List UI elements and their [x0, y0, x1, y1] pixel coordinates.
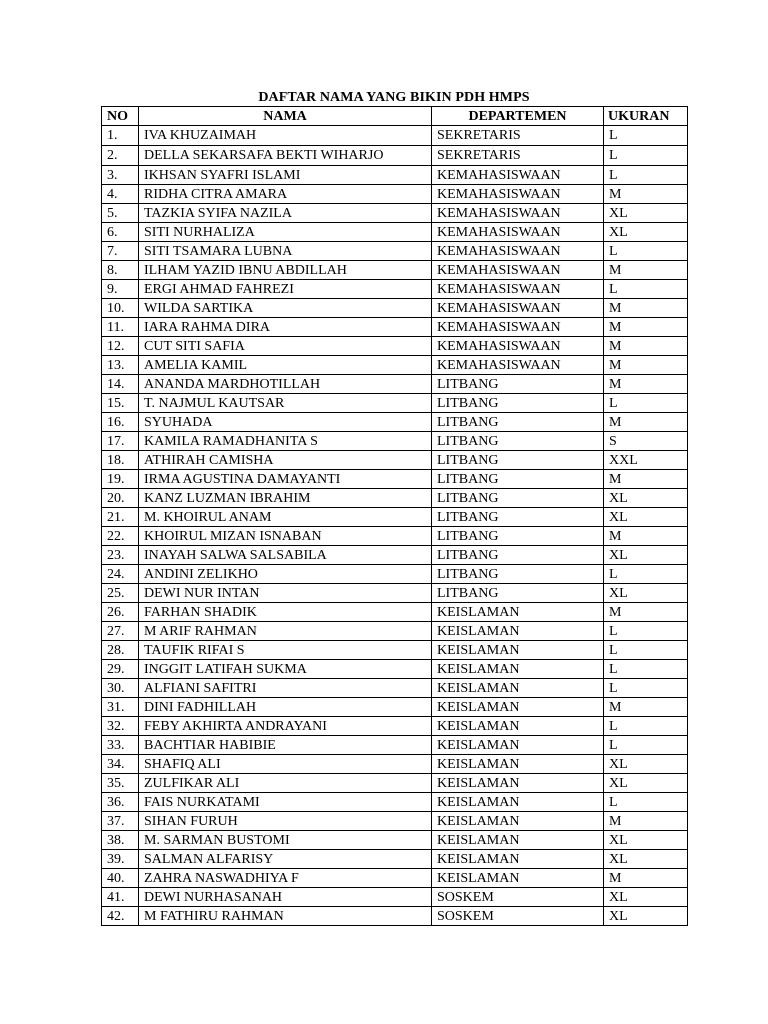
cell-ukuran: XL	[604, 774, 688, 793]
cell-nama: SITI NURHALIZA	[139, 223, 432, 242]
cell-departemen: LITBANG	[432, 489, 604, 508]
cell-ukuran: M	[604, 337, 688, 356]
cell-ukuran: L	[604, 679, 688, 698]
cell-ukuran: M	[604, 299, 688, 318]
cell-departemen: KEISLAMAN	[432, 660, 604, 679]
cell-ukuran: L	[604, 565, 688, 584]
table-row	[102, 299, 688, 318]
cell-nama: M ARIF RAHMAN	[139, 622, 432, 641]
cell-no: 14.	[102, 375, 139, 394]
cell-no: 22.	[102, 527, 139, 546]
cell-ukuran: M	[604, 527, 688, 546]
cell-departemen: LITBANG	[432, 451, 604, 470]
cell-nama: WILDA SARTIKA	[139, 299, 432, 318]
cell-departemen: LITBANG	[432, 546, 604, 565]
cell-ukuran: L	[604, 146, 688, 166]
cell-departemen: LITBANG	[432, 394, 604, 413]
cell-departemen: SEKRETARIS	[432, 126, 604, 146]
cell-ukuran: XL	[604, 850, 688, 869]
cell-nama: SYUHADA	[139, 413, 432, 432]
cell-nama: SITI TSAMARA LUBNA	[139, 242, 432, 261]
cell-ukuran: M	[604, 261, 688, 280]
header-row	[102, 107, 688, 126]
table-row	[102, 527, 688, 546]
cell-departemen: KEISLAMAN	[432, 831, 604, 850]
cell-nama: ALFIANI SAFITRI	[139, 679, 432, 698]
cell-no: 25.	[102, 584, 139, 603]
cell-nama: IARA RAHMA DIRA	[139, 318, 432, 337]
table-row	[102, 470, 688, 489]
cell-ukuran: M	[604, 356, 688, 375]
cell-no: 39.	[102, 850, 139, 869]
table-row	[102, 356, 688, 375]
document-title: DAFTAR NAMA YANG BIKIN PDH HMPS	[258, 90, 530, 105]
cell-ukuran: XL	[604, 831, 688, 850]
cell-nama: SALMAN ALFARISY	[139, 850, 432, 869]
cell-departemen: KEMAHASISWAAN	[432, 261, 604, 280]
table-row	[102, 337, 688, 356]
cell-no: 3.	[102, 166, 139, 185]
cell-nama: IVA KHUZAIMAH	[139, 126, 432, 146]
cell-ukuran: M	[604, 375, 688, 394]
cell-ukuran: L	[604, 394, 688, 413]
cell-nama: INAYAH SALWA SALSABILA	[139, 546, 432, 565]
cell-nama: ATHIRAH CAMISHA	[139, 451, 432, 470]
cell-ukuran: XXL	[604, 451, 688, 470]
table-row	[102, 641, 688, 660]
cell-ukuran: L	[604, 622, 688, 641]
cell-ukuran: L	[604, 166, 688, 185]
cell-no: 29.	[102, 660, 139, 679]
cell-nama: T. NAJMUL KAUTSAR	[139, 394, 432, 413]
table-row	[102, 584, 688, 603]
cell-nama: ZULFIKAR ALI	[139, 774, 432, 793]
cell-no: 4.	[102, 185, 139, 204]
table-row	[102, 603, 688, 622]
cell-no: 36.	[102, 793, 139, 812]
table-row	[102, 261, 688, 280]
cell-departemen: SOSKEM	[432, 888, 604, 907]
cell-departemen: KEISLAMAN	[432, 736, 604, 755]
cell-ukuran: M	[604, 413, 688, 432]
cell-departemen: KEMAHASISWAAN	[432, 337, 604, 356]
table-row	[102, 413, 688, 432]
cell-departemen: LITBANG	[432, 413, 604, 432]
cell-departemen: LITBANG	[432, 432, 604, 451]
cell-departemen: KEMAHASISWAAN	[432, 242, 604, 261]
cell-departemen: KEISLAMAN	[432, 774, 604, 793]
cell-nama: KANZ LUZMAN IBRAHIM	[139, 489, 432, 508]
cell-nama: ANDINI ZELIKHO	[139, 565, 432, 584]
cell-no: 16.	[102, 413, 139, 432]
table-row	[102, 793, 688, 812]
cell-no: 10.	[102, 299, 139, 318]
cell-ukuran: XL	[604, 489, 688, 508]
cell-no: 28.	[102, 641, 139, 660]
cell-nama: SIHAN FURUH	[139, 812, 432, 831]
table-row	[102, 869, 688, 888]
cell-nama: IRMA AGUSTINA DAMAYANTI	[139, 470, 432, 489]
cell-ukuran: XL	[604, 223, 688, 242]
cell-no: 19.	[102, 470, 139, 489]
table-row	[102, 204, 688, 223]
cell-ukuran: L	[604, 242, 688, 261]
cell-no: 26.	[102, 603, 139, 622]
cell-nama: KHOIRUL MIZAN ISNABAN	[139, 527, 432, 546]
cell-nama: BACHTIAR HABIBIE	[139, 736, 432, 755]
cell-nama: TAUFIK RIFAI S	[139, 641, 432, 660]
table-row	[102, 280, 688, 299]
cell-departemen: SOSKEM	[432, 907, 604, 926]
table-row	[102, 223, 688, 242]
cell-ukuran: XL	[604, 584, 688, 603]
cell-nama: FAIS NURKATAMI	[139, 793, 432, 812]
table-row	[102, 774, 688, 793]
header-departemen: DEPARTEMEN	[432, 107, 604, 126]
cell-departemen: KEISLAMAN	[432, 641, 604, 660]
table-header	[102, 107, 688, 126]
cell-nama: TAZKIA SYIFA NAZILA	[139, 204, 432, 223]
cell-nama: IKHSAN SYAFRI ISLAMI	[139, 166, 432, 185]
cell-no: 18.	[102, 451, 139, 470]
cell-ukuran: L	[604, 280, 688, 299]
table-row	[102, 831, 688, 850]
cell-departemen: KEISLAMAN	[432, 869, 604, 888]
cell-no: 7.	[102, 242, 139, 261]
cell-ukuran: L	[604, 660, 688, 679]
table-row	[102, 717, 688, 736]
cell-no: 42.	[102, 907, 139, 926]
cell-no: 38.	[102, 831, 139, 850]
cell-ukuran: M	[604, 185, 688, 204]
cell-no: 13.	[102, 356, 139, 375]
cell-departemen: KEMAHASISWAAN	[432, 299, 604, 318]
cell-nama: ERGI AHMAD FAHREZI	[139, 280, 432, 299]
cell-nama: KAMILA RAMADHANITA S	[139, 432, 432, 451]
table-row	[102, 126, 688, 146]
table-row	[102, 166, 688, 185]
cell-ukuran: L	[604, 717, 688, 736]
cell-no: 37.	[102, 812, 139, 831]
cell-nama: M FATHIRU RAHMAN	[139, 907, 432, 926]
cell-departemen: KEMAHASISWAAN	[432, 166, 604, 185]
cell-departemen: LITBANG	[432, 508, 604, 527]
cell-departemen: LITBANG	[432, 584, 604, 603]
table-row	[102, 736, 688, 755]
cell-ukuran: M	[604, 812, 688, 831]
cell-departemen: KEISLAMAN	[432, 793, 604, 812]
cell-no: 5.	[102, 204, 139, 223]
cell-departemen: LITBANG	[432, 565, 604, 584]
cell-nama: FARHAN SHADIK	[139, 603, 432, 622]
cell-no: 32.	[102, 717, 139, 736]
table-row	[102, 546, 688, 565]
cell-no: 21.	[102, 508, 139, 527]
cell-departemen: KEMAHASISWAAN	[432, 204, 604, 223]
cell-no: 34.	[102, 755, 139, 774]
cell-nama: CUT SITI SAFIA	[139, 337, 432, 356]
table-row	[102, 812, 688, 831]
table-row	[102, 679, 688, 698]
cell-no: 35.	[102, 774, 139, 793]
header-no: NO	[102, 107, 139, 126]
cell-ukuran: L	[604, 736, 688, 755]
table-row	[102, 242, 688, 261]
table-row	[102, 318, 688, 337]
cell-nama: DEWI NURHASANAH	[139, 888, 432, 907]
cell-departemen: KEMAHASISWAAN	[432, 280, 604, 299]
cell-nama: FEBY AKHIRTA ANDRAYANI	[139, 717, 432, 736]
cell-nama: DINI FADHILLAH	[139, 698, 432, 717]
cell-departemen: KEISLAMAN	[432, 850, 604, 869]
cell-no: 33.	[102, 736, 139, 755]
cell-departemen: KEMAHASISWAAN	[432, 223, 604, 242]
cell-nama: ANANDA MARDHOTILLAH	[139, 375, 432, 394]
cell-ukuran: M	[604, 603, 688, 622]
cell-nama: SHAFIQ ALI	[139, 755, 432, 774]
cell-nama: INGGIT LATIFAH SUKMA	[139, 660, 432, 679]
table-row	[102, 185, 688, 204]
cell-departemen: KEISLAMAN	[432, 603, 604, 622]
cell-ukuran: S	[604, 432, 688, 451]
table-row	[102, 146, 688, 166]
cell-no: 24.	[102, 565, 139, 584]
cell-departemen: KEISLAMAN	[432, 698, 604, 717]
table-row	[102, 907, 688, 926]
cell-ukuran: XL	[604, 546, 688, 565]
cell-no: 23.	[102, 546, 139, 565]
cell-ukuran: XL	[604, 907, 688, 926]
cell-nama: M. SARMAN BUSTOMI	[139, 831, 432, 850]
table-row	[102, 888, 688, 907]
header-nama: NAMA	[139, 107, 432, 126]
cell-ukuran: XL	[604, 204, 688, 223]
roster-table	[101, 106, 688, 926]
cell-departemen: SEKRETARIS	[432, 146, 604, 166]
cell-departemen: LITBANG	[432, 375, 604, 394]
cell-no: 12.	[102, 337, 139, 356]
cell-no: 20.	[102, 489, 139, 508]
cell-nama: AMELIA KAMIL	[139, 356, 432, 375]
cell-departemen: KEMAHASISWAAN	[432, 356, 604, 375]
table-body	[102, 126, 688, 926]
cell-ukuran: M	[604, 318, 688, 337]
cell-nama: ZAHRA NASWADHIYA F	[139, 869, 432, 888]
cell-departemen: KEMAHASISWAAN	[432, 185, 604, 204]
table-row	[102, 375, 688, 394]
table-row	[102, 451, 688, 470]
cell-ukuran: M	[604, 698, 688, 717]
cell-nama: DELLA SEKARSAFA BEKTI WIHARJO	[139, 146, 432, 166]
cell-ukuran: L	[604, 126, 688, 146]
cell-no: 41.	[102, 888, 139, 907]
cell-no: 2.	[102, 146, 139, 166]
cell-ukuran: XL	[604, 755, 688, 774]
cell-ukuran: L	[604, 793, 688, 812]
cell-nama: ILHAM YAZID IBNU ABDILLAH	[139, 261, 432, 280]
cell-no: 30.	[102, 679, 139, 698]
table-row	[102, 394, 688, 413]
cell-no: 17.	[102, 432, 139, 451]
table-row	[102, 622, 688, 641]
table-row	[102, 508, 688, 527]
table-row	[102, 565, 688, 584]
cell-nama: RIDHA CITRA AMARA	[139, 185, 432, 204]
cell-no: 31.	[102, 698, 139, 717]
cell-departemen: KEISLAMAN	[432, 755, 604, 774]
cell-no: 40.	[102, 869, 139, 888]
cell-departemen: LITBANG	[432, 470, 604, 489]
cell-departemen: KEMAHASISWAAN	[432, 318, 604, 337]
cell-departemen: KEISLAMAN	[432, 812, 604, 831]
cell-no: 15.	[102, 394, 139, 413]
cell-nama: M. KHOIRUL ANAM	[139, 508, 432, 527]
header-ukuran: UKURAN	[604, 107, 688, 126]
cell-departemen: LITBANG	[432, 527, 604, 546]
cell-no: 1.	[102, 126, 139, 146]
cell-nama: DEWI NUR INTAN	[139, 584, 432, 603]
cell-no: 9.	[102, 280, 139, 299]
table-row	[102, 660, 688, 679]
cell-no: 8.	[102, 261, 139, 280]
cell-departemen: KEISLAMAN	[432, 679, 604, 698]
table-row	[102, 698, 688, 717]
cell-departemen: KEISLAMAN	[432, 622, 604, 641]
table-row	[102, 755, 688, 774]
cell-no: 6.	[102, 223, 139, 242]
cell-ukuran: M	[604, 470, 688, 489]
cell-ukuran: XL	[604, 508, 688, 527]
table-row	[102, 432, 688, 451]
cell-no: 11.	[102, 318, 139, 337]
cell-ukuran: M	[604, 869, 688, 888]
cell-departemen: KEISLAMAN	[432, 717, 604, 736]
table-row	[102, 850, 688, 869]
cell-no: 27.	[102, 622, 139, 641]
cell-ukuran: XL	[604, 888, 688, 907]
cell-ukuran: L	[604, 641, 688, 660]
table-row	[102, 489, 688, 508]
